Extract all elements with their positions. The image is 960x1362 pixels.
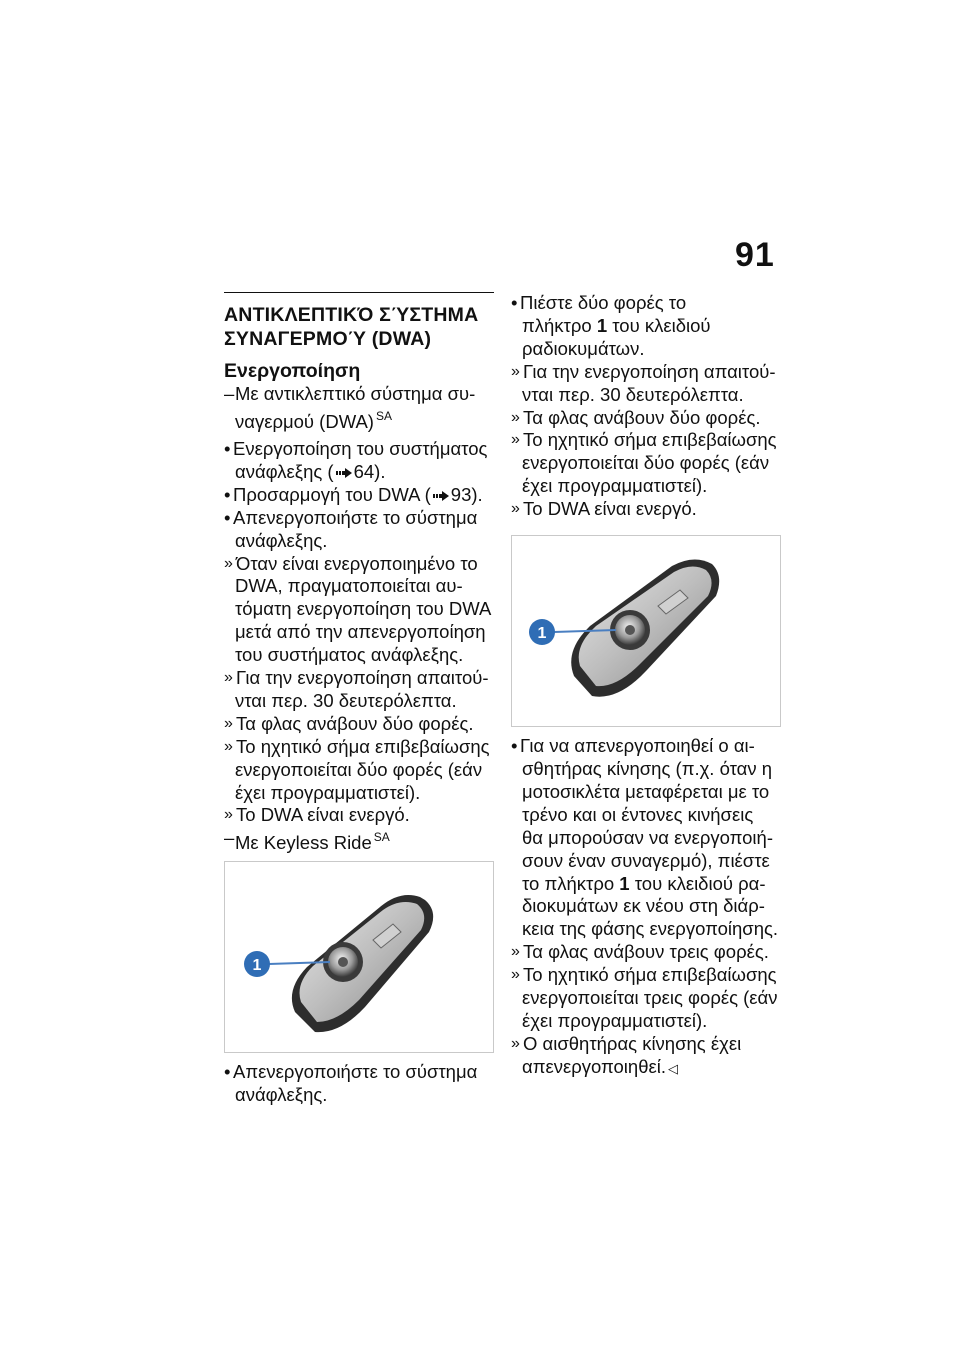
result-item: » Για την ενεργοποίηση απαιτού- — [511, 360, 776, 382]
key-number: 1 — [596, 314, 608, 336]
figure-callout: 1 — [537, 625, 547, 643]
result-arrow-icon: » — [224, 806, 233, 824]
bullet-item: • Προσαρμογή του DWA ( 93). — [224, 483, 483, 505]
sa-badge: SA — [375, 408, 392, 423]
key-number: 1 — [619, 872, 630, 894]
result-item: » Ο αισθητήρας κίνησης έχει — [511, 1032, 742, 1054]
result-arrow-icon: » — [511, 408, 520, 426]
page-reference[interactable]: 64). — [353, 460, 386, 482]
result-item: » Το ηχητικό σήμα επιβεβαίωσης — [511, 964, 777, 986]
bullet-marker: • — [224, 483, 231, 505]
condition-dwa — [224, 383, 494, 406]
key-fob-illustration — [225, 862, 493, 1052]
bullet-item: • Απενεργοποιήστε το σύστημα — [224, 506, 478, 528]
page-reference[interactable]: 93). — [450, 483, 483, 505]
bullet-marker: • — [224, 1061, 231, 1083]
condition-text: Με αντικλεπτικό σύστημα συ- — [235, 383, 476, 404]
right-column: • Πιέστε δύο φορές το πλήκτρο 1 του κλειδιού ραδιοκυμάτων. » Για την ενεργοποίηση απαιτού- νται περ. 30 δευτερόλεπτα. » Τα φλας ανάβουν δύο φορές. » Το ηχητικό σήμα επιβεβαίωσης ενεργοποιείται δύο φορές (εάν έχει προγραμματιστεί). » Το DWA είναι ενεργό. 1 • Για να απενεργοποιηθεί ο αι- σθητήρας κίνησης (π.χ. όταν η μοτοσικλέτα μεταφέρεται με το τρένο και οι έντονες κινήσεις θα μπορούσαν να ενεργοποιή- σουν έναν συναγερμό), πιέστε το πλήκτρο 1 του κλειδιού ρα- διοκυμάτων εκ νέου στη διάρ- κεια της φάσης ενεργοποίησης. » Τα φλας ανάβουν τρεις φορές. » Το ηχητικό σήμα επιβεβαίωσης ενεργοποιείται τρεις φορές (εάν έχει προγραμματιστεί). » Ο αισθητήρας κίνησης έχει απενεργοποιηθεί. ◁ — [511, 292, 781, 1081]
result-arrow-icon: » — [224, 737, 233, 755]
result-item: » Τα φλας ανάβουν τρεις φορές. — [511, 941, 769, 963]
bullet-marker: • — [224, 506, 231, 528]
key-fob-figure — [511, 535, 781, 727]
bullet-item: • Πιέστε δύο φορές το — [511, 292, 687, 313]
result-item: » Για την ενεργοποίηση απαιτού- — [224, 667, 489, 689]
bullet-marker: • — [511, 292, 518, 313]
condition-text-cont: ναγερμού (DWA) $^{SA}$ — [235, 408, 392, 433]
result-item: » Το ηχητικό σήμα επιβεβαίωσης — [224, 735, 490, 757]
subheading-activation: Ενεργοποίηση — [224, 360, 361, 382]
result-arrow-icon: » — [224, 714, 233, 732]
figure-callout: 1 — [252, 957, 262, 975]
dash-marker: – — [224, 383, 235, 404]
result-item: » Το DWA είναι ενεργό. — [511, 498, 697, 520]
result-arrow-icon: » — [511, 500, 520, 518]
key-fob-figure — [224, 861, 494, 1053]
bullet-item-cont: ανάφλεξης ( 64). — [235, 460, 386, 482]
result-item: » Όταν είναι ενεργοποιημένο το — [224, 552, 478, 574]
result-item: » Τα φλας ανάβουν δύο φορές. — [511, 406, 761, 428]
result-arrow-icon: » — [511, 966, 520, 984]
result-item: » Τα φλας ανάβουν δύο φορές. — [224, 712, 474, 734]
result-arrow-icon: » — [224, 554, 233, 572]
result-item: » Το ηχητικό σήμα επιβεβαίωσης — [511, 429, 777, 451]
section-rule — [224, 292, 494, 293]
bullet-item: • Ενεργοποίηση του συστήματος — [224, 437, 488, 459]
result-arrow-icon: » — [511, 362, 520, 380]
condition-keyless: – Με Keyless Ride $^{SA}$ — [224, 827, 390, 854]
sa-badge: SA — [373, 830, 390, 845]
result-arrow-icon: » — [224, 669, 233, 687]
result-arrow-icon: » — [511, 431, 520, 449]
section-title-line2: ΣΥΝΑΓΕΡΜΟΎ (DWA) — [224, 328, 432, 350]
result-arrow-icon: » — [511, 943, 520, 961]
bullet-marker: • — [224, 437, 231, 459]
section-title-line1: ΑΝΤΙΚΛΕΠΤΙΚΌ ΣΎΣΤΗΜΑ — [224, 304, 479, 326]
result-item: » Το DWA είναι ενεργό. — [224, 804, 410, 826]
page-number: 91 — [735, 236, 775, 274]
bullet-item: • Για να απενεργοποιηθεί ο αι- — [511, 735, 755, 757]
bullet-item: • Απενεργοποιήστε το σύστημα — [224, 1061, 478, 1083]
bullet-marker: • — [511, 735, 518, 757]
result-arrow-icon: » — [511, 1034, 520, 1052]
dash-marker: – — [224, 827, 235, 849]
page-reference-arrow-icon — [336, 468, 352, 478]
left-column: ΑΝΤΙΚΛΕΠΤΙΚΌ ΣΎΣΤΗΜΑ ΣΥΝΑΓΕΡΜΟΎ (DWA) Ενεργοποίηση – Με αντικλεπτικό σύστημα συ- ναγερμού (DWA) $^{SA}$ • Ενεργοποίηση του συστήματος ανάφλεξης ( 64). • Προσαρμογή του DWA ( 93). • Απενεργοποιήστε το σύστημα ανάφλεξης. » Όταν είναι ενεργοποιημένο το DWA, πραγματοποιείται αυ- τόματη ενεργοποίηση του DWA μετά από την απενεργοποίηση του συστήματος ανάφλεξης. » Για την ενεργοποίηση απαιτού- νται περ. 30 δευτερόλεπτα. » Τα φλας ανάβουν δύο φορές. » Το ηχητικό σήμα επιβεβαίωσης ενεργοποιείται δύο φορές (εάν έχει προγραμματιστεί). » Το DWA είναι ενεργό. – Με Keyless Ride $^{SA}$ 1 • Απενεργοποιήστε το σύστημα ανάφλεξης. — [224, 292, 494, 1107]
end-of-section-icon: ◁ — [667, 1060, 678, 1076]
page-reference-arrow-icon — [433, 491, 449, 501]
key-fob-illustration — [512, 536, 780, 726]
